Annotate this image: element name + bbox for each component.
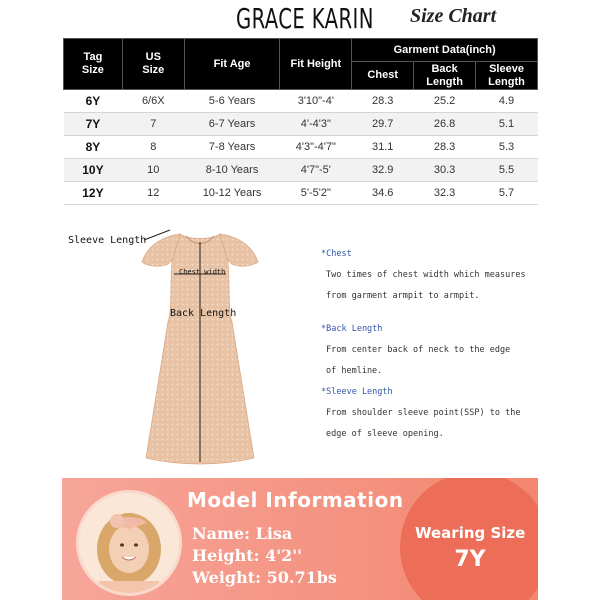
cell-chest: 32.9 bbox=[352, 159, 414, 182]
table-row bbox=[64, 159, 538, 182]
cell-sleeve-length: 5.1 bbox=[476, 113, 538, 136]
back-length-label: Back Length bbox=[170, 308, 237, 319]
header-fit-age: Fit Age bbox=[184, 39, 280, 90]
back-length-definition-line-1: From center back of neck to the edge bbox=[326, 345, 511, 355]
cell-us-size: 7 bbox=[122, 113, 184, 136]
cell-fit-age: 5-6 Years bbox=[184, 90, 280, 113]
cell-back-length: 26.8 bbox=[414, 113, 476, 136]
header-garment-data: Garment Data(inch) bbox=[352, 39, 538, 62]
chest-definition-title: *Chest bbox=[321, 249, 352, 259]
header-back-length: Back Length bbox=[414, 62, 476, 90]
header-tag-size: Tag Size bbox=[64, 39, 123, 90]
chest-width-label: Chest width bbox=[179, 268, 226, 276]
cell-chest: 31.1 bbox=[352, 136, 414, 159]
model-weight: Weight: 50.71bs bbox=[192, 568, 337, 587]
size-chart-title: Size Chart bbox=[410, 5, 497, 27]
cell-fit-height: 5'-5'2" bbox=[280, 182, 352, 205]
table-row bbox=[64, 90, 538, 113]
cell-us-size: 12 bbox=[122, 182, 184, 205]
model-photo bbox=[76, 490, 182, 596]
table-row bbox=[64, 113, 538, 136]
model-height: Height: 4'2'' bbox=[192, 546, 303, 565]
cell-us-size: 10 bbox=[122, 159, 184, 182]
cell-tag-size: 12Y bbox=[64, 182, 123, 205]
back-length-definition-title: *Back Length bbox=[321, 324, 383, 334]
size-table bbox=[63, 38, 538, 205]
header-us-size: US Size bbox=[122, 39, 184, 90]
definitions-block bbox=[321, 244, 526, 445]
dress-illustration bbox=[140, 222, 260, 467]
sleeve-length-label: Sleeve Length bbox=[68, 235, 147, 246]
table-row bbox=[64, 136, 538, 159]
wearing-size-value: 7Y bbox=[454, 547, 486, 572]
cell-tag-size: 6Y bbox=[64, 90, 123, 113]
cell-tag-size: 7Y bbox=[64, 113, 123, 136]
chest-definition-line-2: from garment armpit to armpit. bbox=[326, 291, 480, 301]
cell-fit-height: 4'7"-5' bbox=[280, 159, 352, 182]
cell-sleeve-length: 4.9 bbox=[476, 90, 538, 113]
header-fit-height: Fit Height bbox=[280, 39, 352, 90]
cell-back-length: 32.3 bbox=[414, 182, 476, 205]
wearing-size-label: Wearing Size bbox=[415, 524, 526, 542]
cell-sleeve-length: 5.5 bbox=[476, 159, 538, 182]
header-chest: Chest bbox=[352, 62, 414, 90]
sleeve-length-definition-line-2: edge of sleeve opening. bbox=[326, 429, 444, 439]
model-name: Name: Lisa bbox=[192, 524, 293, 543]
chest-definition-line-1: Two times of chest width which measures bbox=[326, 270, 526, 280]
table-row bbox=[64, 182, 538, 205]
cell-chest: 28.3 bbox=[352, 90, 414, 113]
cell-back-length: 28.3 bbox=[414, 136, 476, 159]
sleeve-length-definition-line-1: From shoulder sleeve point(SSP) to the bbox=[326, 408, 521, 418]
cell-chest: 34.6 bbox=[352, 182, 414, 205]
sleeve-length-definition-title: *Sleeve Length bbox=[321, 387, 393, 397]
header-sleeve-length: Sleeve Length bbox=[476, 62, 538, 90]
cell-us-size: 8 bbox=[122, 136, 184, 159]
cell-back-length: 30.3 bbox=[414, 159, 476, 182]
cell-fit-height: 3'10"-4' bbox=[280, 90, 352, 113]
back-length-definition-line-2: of hemline. bbox=[326, 366, 383, 376]
cell-sleeve-length: 5.7 bbox=[476, 182, 538, 205]
cell-fit-height: 4'3"-4'7" bbox=[280, 136, 352, 159]
cell-sleeve-length: 5.3 bbox=[476, 136, 538, 159]
brand-name: GRACE KARIN bbox=[236, 2, 374, 35]
cell-tag-size: 10Y bbox=[64, 159, 123, 182]
model-info-title: Model Information bbox=[187, 488, 404, 512]
cell-fit-height: 4'-4'3" bbox=[280, 113, 352, 136]
cell-chest: 29.7 bbox=[352, 113, 414, 136]
cell-fit-age: 7-8 Years bbox=[184, 136, 280, 159]
cell-us-size: 6/6X bbox=[122, 90, 184, 113]
cell-back-length: 25.2 bbox=[414, 90, 476, 113]
cell-fit-age: 10-12 Years bbox=[184, 182, 280, 205]
cell-fit-age: 6-7 Years bbox=[184, 113, 280, 136]
cell-tag-size: 8Y bbox=[64, 136, 123, 159]
cell-fit-age: 8-10 Years bbox=[184, 159, 280, 182]
